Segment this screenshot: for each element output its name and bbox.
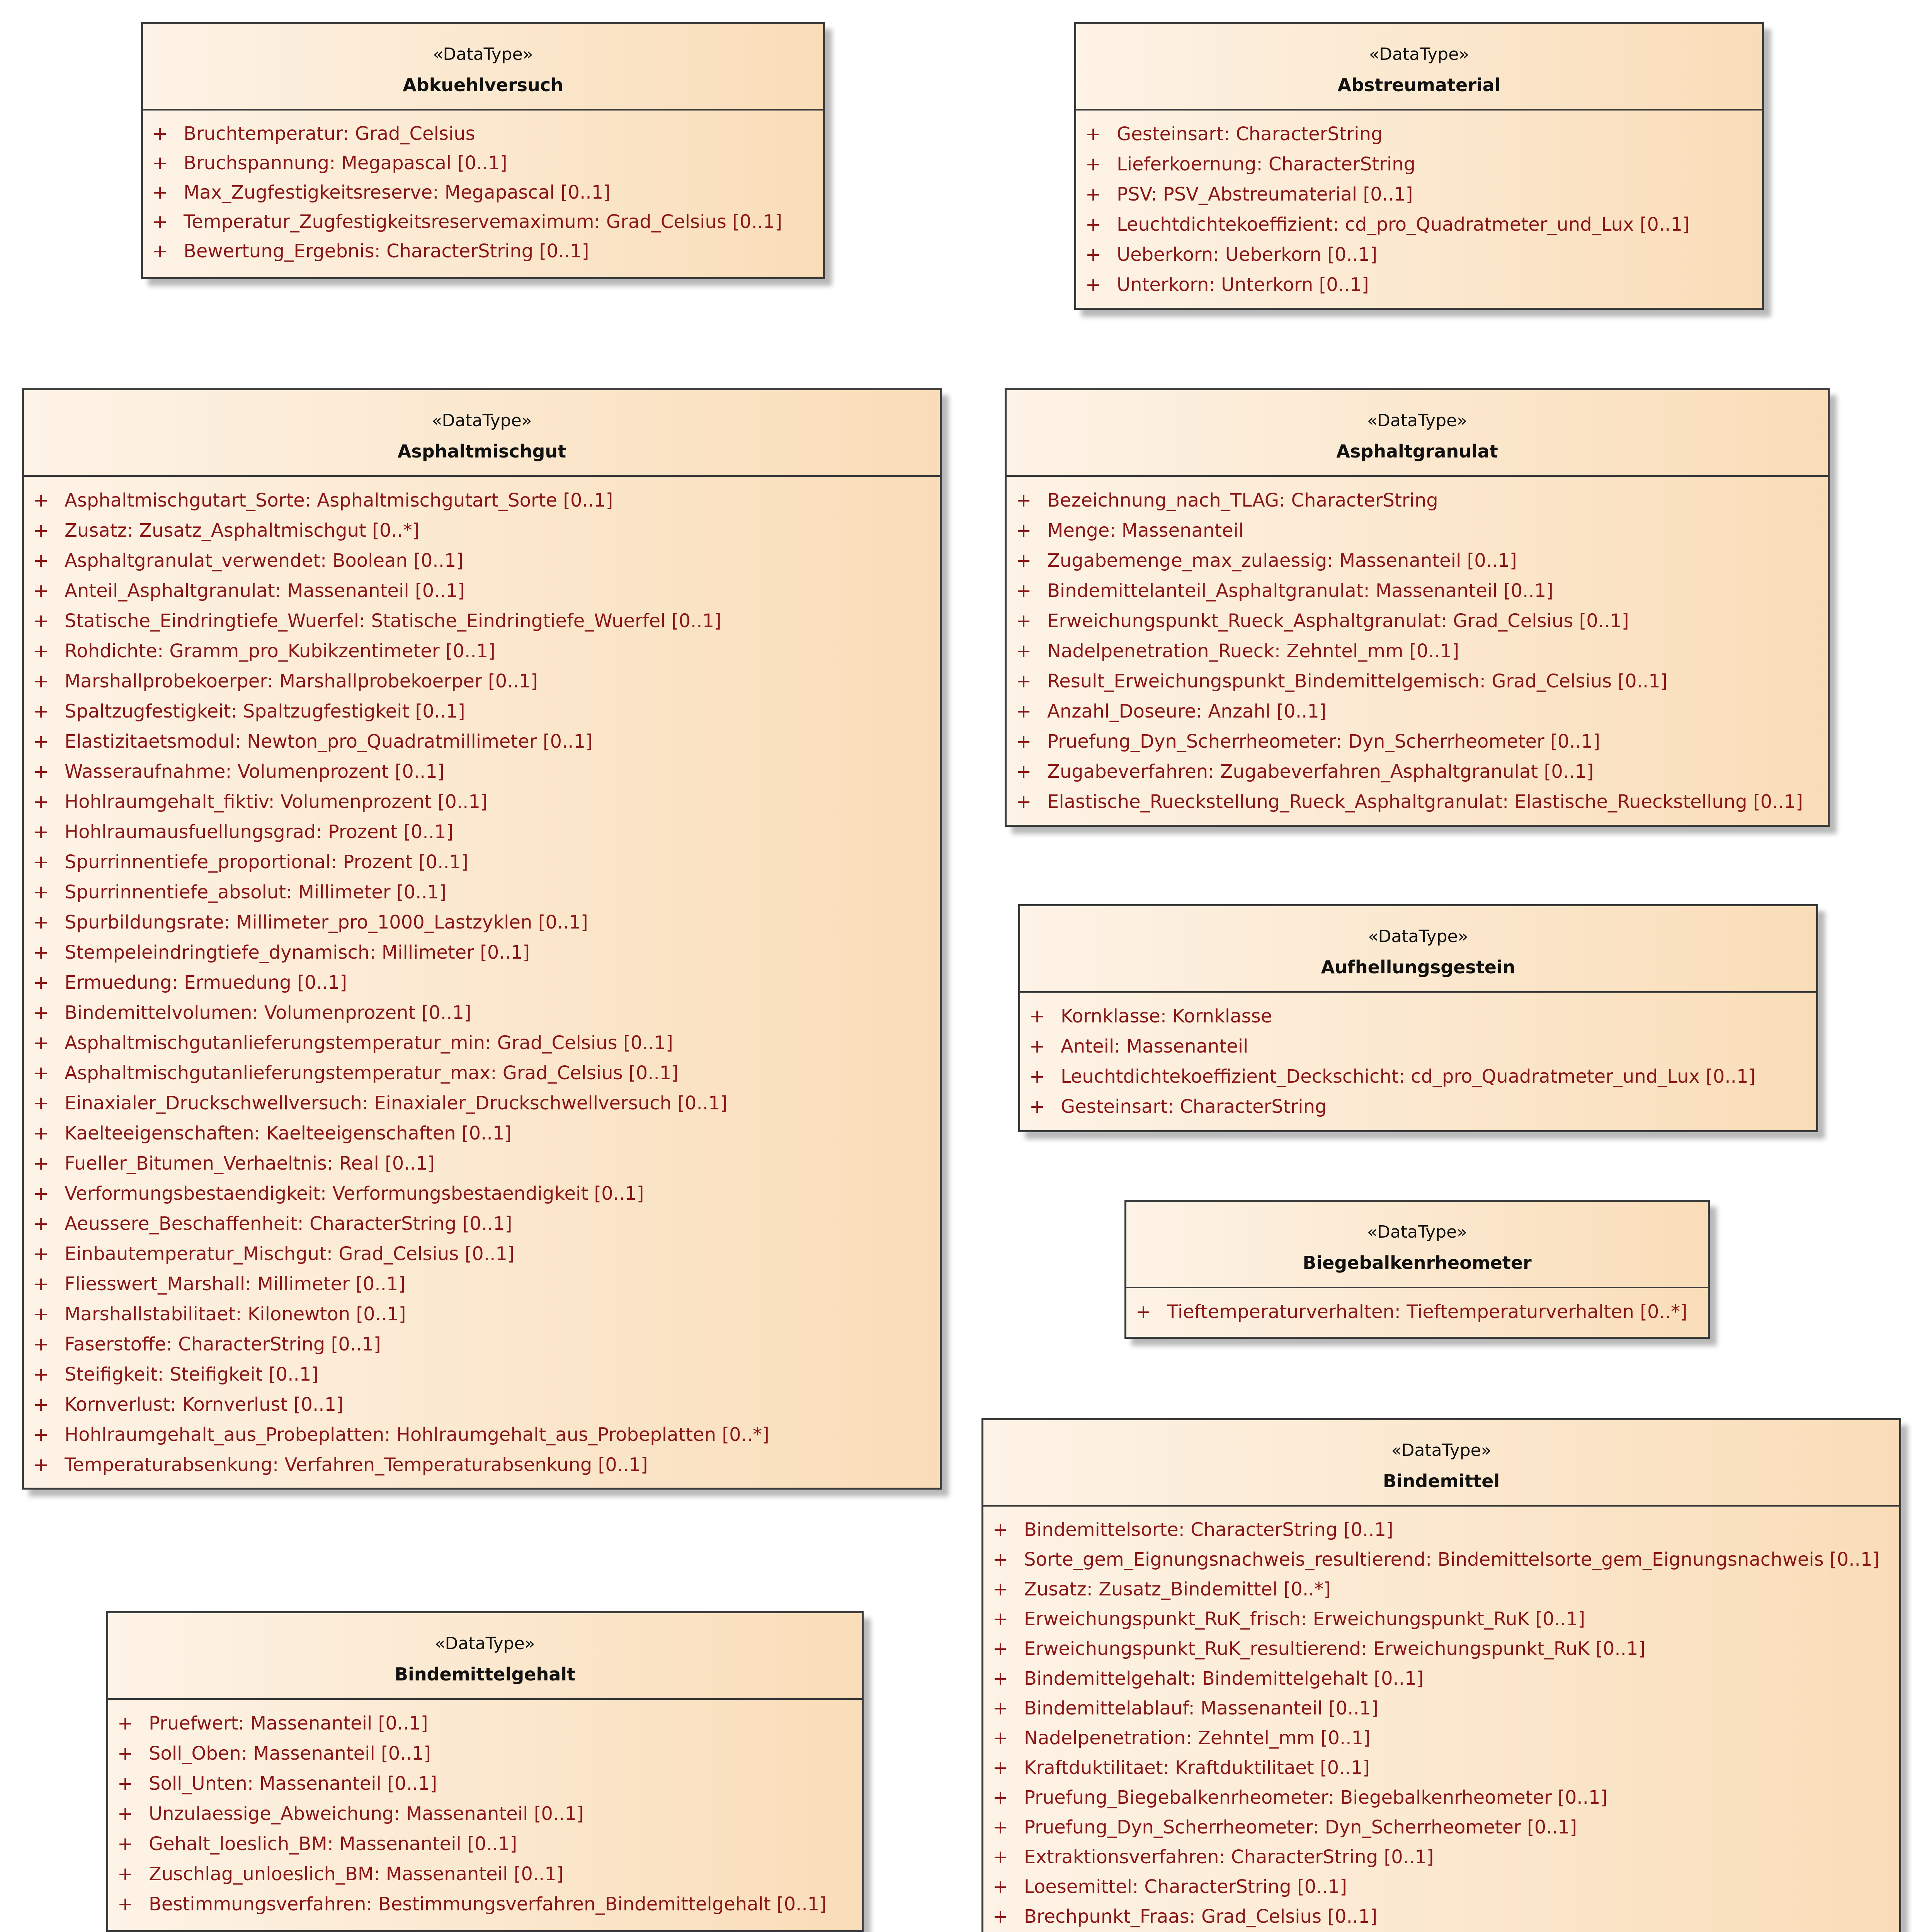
visibility-marker: + xyxy=(33,1273,49,1295)
visibility-marker: + xyxy=(1085,123,1101,145)
attribute-text: Unzulaessige_Abweichung: Massenanteil [0..1] xyxy=(149,1803,584,1825)
visibility-marker: + xyxy=(117,1713,133,1734)
attribute-text: Einaxialer_Druckschwellversuch: Einaxialer_Druckschwellversuch [0..1] xyxy=(65,1092,728,1114)
attribute-text: Asphaltmischgutanlieferungstemperatur_max: Grad_Celsius [0..1] xyxy=(65,1062,679,1084)
attribute-text: Unterkorn: Unterkorn [0..1] xyxy=(1117,274,1369,296)
class-name: Biegebalkenrheometer xyxy=(1303,1252,1532,1273)
attribute xyxy=(983,1723,1899,1753)
attribute xyxy=(24,485,940,515)
visibility-marker: + xyxy=(33,942,49,963)
attribute xyxy=(983,1694,1899,1723)
attribute-text: Bewertung_Ergebnis: CharacterString [0..1] xyxy=(184,240,589,262)
visibility-marker: + xyxy=(117,1863,133,1885)
attribute-list xyxy=(983,1507,1899,1932)
attribute xyxy=(24,666,940,696)
visibility-marker: + xyxy=(993,1846,1009,1868)
visibility-marker: + xyxy=(33,520,49,541)
attribute-text: Soll_Oben: Massenanteil [0..1] xyxy=(149,1743,431,1764)
visibility-marker: + xyxy=(33,640,49,662)
attribute xyxy=(24,1450,940,1480)
attribute xyxy=(24,968,940,998)
visibility-marker: + xyxy=(33,1213,49,1235)
stereotype-label: «DataType» xyxy=(432,411,532,430)
attribute xyxy=(143,207,823,236)
visibility-marker: + xyxy=(117,1833,133,1855)
attribute xyxy=(1007,546,1828,576)
attribute-text: Loesemittel: CharacterString [0..1] xyxy=(1024,1876,1347,1898)
visibility-marker: + xyxy=(1016,731,1032,752)
attribute xyxy=(1007,515,1828,546)
visibility-marker: + xyxy=(1016,670,1032,692)
attribute xyxy=(24,1420,940,1450)
attribute xyxy=(24,998,940,1028)
attribute xyxy=(24,576,940,606)
visibility-marker: + xyxy=(33,1032,49,1054)
attribute-list xyxy=(143,111,823,274)
visibility-marker: + xyxy=(1029,1066,1045,1087)
visibility-marker: + xyxy=(1029,1005,1045,1027)
visibility-marker: + xyxy=(33,1394,49,1415)
visibility-marker: + xyxy=(33,972,49,993)
visibility-marker: + xyxy=(33,490,49,511)
class-abkuehlversuch xyxy=(141,22,825,279)
stereotype-label: «DataType» xyxy=(435,1634,535,1653)
attribute xyxy=(1076,270,1762,300)
attribute xyxy=(24,636,940,666)
visibility-marker: + xyxy=(152,123,168,145)
attribute xyxy=(108,1889,862,1919)
visibility-marker: + xyxy=(1029,1096,1045,1117)
visibility-marker: + xyxy=(33,1153,49,1174)
visibility-marker: + xyxy=(33,1002,49,1024)
visibility-marker: + xyxy=(1016,701,1032,722)
visibility-marker: + xyxy=(33,580,49,602)
class-name: Aufhellungsgestein xyxy=(1321,957,1515,978)
visibility-marker: + xyxy=(33,821,49,843)
visibility-marker: + xyxy=(993,1608,1009,1630)
attribute-text: Bindemittelsorte: CharacterString [0..1] xyxy=(1024,1519,1393,1541)
attribute-text: Fliesswert_Marshall: Millimeter [0..1] xyxy=(65,1273,406,1295)
visibility-marker: + xyxy=(33,1364,49,1385)
attribute xyxy=(24,907,940,937)
visibility-marker: + xyxy=(1016,580,1032,602)
attribute xyxy=(1007,757,1828,787)
visibility-marker: + xyxy=(1085,244,1101,265)
visibility-marker: + xyxy=(993,1549,1009,1570)
class-name: Bindemittel xyxy=(1383,1471,1500,1492)
visibility-marker: + xyxy=(993,1668,1009,1689)
visibility-marker: + xyxy=(33,851,49,873)
attribute xyxy=(1007,726,1828,757)
attribute-text: Asphaltmischgutanlieferungstemperatur_min: Grad_Celsius [0..1] xyxy=(65,1032,673,1054)
visibility-marker: + xyxy=(152,240,168,262)
attribute-list xyxy=(1126,1288,1708,1335)
attribute-text: Bindemittelgehalt: Bindemittelgehalt [0..1] xyxy=(1024,1668,1424,1689)
attribute-text: Kaelteeigenschaften: Kaelteeigenschaften [0..1] xyxy=(65,1122,512,1144)
attribute xyxy=(983,1575,1899,1604)
attribute xyxy=(24,1299,940,1329)
attribute xyxy=(24,1148,940,1179)
attribute xyxy=(24,726,940,757)
class-header xyxy=(1076,24,1762,111)
attribute-text: Verformungsbestaendigkeit: Verformungsbestaendigkeit [0..1] xyxy=(65,1183,644,1204)
attribute xyxy=(1007,696,1828,726)
attribute xyxy=(983,1783,1899,1813)
attribute xyxy=(983,1664,1899,1694)
attribute xyxy=(143,178,823,207)
attribute-text: Wasseraufnahme: Volumenprozent [0..1] xyxy=(65,761,445,782)
class-name: Asphaltmischgut xyxy=(397,441,566,462)
attribute xyxy=(983,1753,1899,1783)
visibility-marker: + xyxy=(33,1333,49,1355)
visibility-marker: + xyxy=(993,1578,1009,1600)
attribute xyxy=(1020,1061,1816,1092)
attribute xyxy=(24,787,940,817)
visibility-marker: + xyxy=(152,211,168,233)
attribute xyxy=(24,1239,940,1269)
visibility-marker: + xyxy=(33,791,49,813)
attribute xyxy=(1076,149,1762,179)
attribute-text: Anteil: Massenanteil xyxy=(1061,1036,1248,1057)
visibility-marker: + xyxy=(33,1062,49,1084)
attribute xyxy=(1007,606,1828,636)
class-bindemittel xyxy=(981,1418,1901,1932)
visibility-marker: + xyxy=(33,1454,49,1476)
attribute-text: Tieftemperaturverhalten: Tieftemperaturverhalten [0..*] xyxy=(1167,1301,1687,1323)
visibility-marker: + xyxy=(152,152,168,174)
class-bindemittelgehalt xyxy=(106,1611,864,1932)
visibility-marker: + xyxy=(1016,640,1032,662)
attribute-text: Steifigkeit: Steifigkeit [0..1] xyxy=(65,1364,318,1385)
visibility-marker: + xyxy=(33,761,49,782)
stereotype-label: «DataType» xyxy=(1369,44,1470,64)
attribute-text: Gesteinsart: CharacterString xyxy=(1061,1096,1327,1117)
attribute-text: Menge: Massenanteil xyxy=(1047,520,1244,541)
visibility-marker: + xyxy=(1016,520,1032,541)
attribute xyxy=(983,1842,1899,1872)
attribute-text: Pruefwert: Massenanteil [0..1] xyxy=(149,1713,428,1734)
attribute-text: Extraktionsverfahren: CharacterString [0..1] xyxy=(1024,1846,1434,1868)
attribute-text: Hohlraumgehalt_aus_Probeplatten: Hohlraumgehalt_aus_Probeplatten [0..*] xyxy=(65,1424,769,1446)
attribute xyxy=(1076,209,1762,240)
class-asphaltmischgut xyxy=(22,388,942,1490)
attribute-text: Bruchtemperatur: Grad_Celsius xyxy=(184,123,475,145)
attribute xyxy=(108,1769,862,1799)
attribute xyxy=(24,847,940,877)
visibility-marker: + xyxy=(993,1816,1009,1838)
attribute-text: Zugabeverfahren: Zugabeverfahren_Asphaltgranulat [0..1] xyxy=(1047,761,1594,782)
attribute-text: PSV: PSV_Abstreumaterial [0..1] xyxy=(1117,184,1413,205)
attribute xyxy=(1007,576,1828,606)
class-name: Abstreumaterial xyxy=(1337,75,1501,95)
attribute-list xyxy=(1007,477,1828,825)
stereotype-label: «DataType» xyxy=(1368,927,1468,946)
class-header xyxy=(24,390,940,477)
visibility-marker: + xyxy=(993,1727,1009,1749)
attribute xyxy=(24,877,940,907)
attribute-text: Leuchtdichtekoeffizient_Deckschicht: cd_pro_Quadratmeter_und_Lux [0..1] xyxy=(1061,1066,1756,1087)
attribute-list xyxy=(108,1700,862,1927)
attribute-text: Temperaturabsenkung: Verfahren_Temperaturabsenkung [0..1] xyxy=(65,1454,648,1476)
visibility-marker: + xyxy=(33,731,49,752)
visibility-marker: + xyxy=(1085,214,1101,235)
visibility-marker: + xyxy=(993,1638,1009,1660)
attribute-text: Spurbildungsrate: Millimeter_pro_1000_Lastzyklen [0..1] xyxy=(65,912,588,933)
visibility-marker: + xyxy=(33,1424,49,1446)
visibility-marker: + xyxy=(117,1803,133,1825)
attribute xyxy=(983,1872,1899,1902)
class-header xyxy=(1126,1202,1708,1288)
attribute xyxy=(24,1209,940,1239)
class-header xyxy=(983,1420,1899,1507)
visibility-marker: + xyxy=(33,550,49,571)
visibility-marker: + xyxy=(993,1757,1009,1779)
attribute xyxy=(983,1545,1899,1575)
attribute-text: Einbautemperatur_Mischgut: Grad_Celsius [0..1] xyxy=(65,1243,515,1265)
attribute xyxy=(24,1179,940,1209)
attribute xyxy=(1007,485,1828,515)
visibility-marker: + xyxy=(1029,1036,1045,1057)
attribute xyxy=(24,546,940,576)
visibility-marker: + xyxy=(993,1697,1009,1719)
attribute-text: Marshallprobekoerper: Marshallprobekoerper [0..1] xyxy=(65,670,538,692)
attribute-text: Kornverlust: Kornverlust [0..1] xyxy=(65,1394,344,1415)
attribute-text: Spaltzugfestigkeit: Spaltzugfestigkeit [0..1] xyxy=(65,701,465,722)
class-header xyxy=(1007,390,1828,477)
attribute-text: Kraftduktilitaet: Kraftduktilitaet [0..1] xyxy=(1024,1757,1370,1779)
visibility-marker: + xyxy=(33,1183,49,1204)
visibility-marker: + xyxy=(1016,791,1032,813)
attribute xyxy=(1020,1001,1816,1031)
attribute xyxy=(1126,1297,1708,1327)
attribute-text: Stempeleindringtiefe_dynamisch: Millimeter [0..1] xyxy=(65,942,530,963)
attribute-text: Ermuedung: Ermuedung [0..1] xyxy=(65,972,347,993)
visibility-marker: + xyxy=(993,1906,1009,1927)
attribute xyxy=(1007,666,1828,696)
attribute xyxy=(24,1329,940,1359)
visibility-marker: + xyxy=(33,670,49,692)
attribute-text: Sorte_gem_Eignungsnachweis_resultierend: Bindemittelsorte_gem_Eignungsnachweis [0..1] xyxy=(1024,1549,1879,1570)
attribute-text: Zusatz: Zusatz_Bindemittel [0..*] xyxy=(1024,1578,1331,1600)
visibility-marker: + xyxy=(33,610,49,632)
attribute xyxy=(143,119,823,148)
attribute-text: Soll_Unten: Massenanteil [0..1] xyxy=(149,1773,437,1794)
visibility-marker: + xyxy=(152,182,168,203)
attribute xyxy=(24,757,940,787)
attribute-text: Pruefung_Dyn_Scherrheometer: Dyn_Scherrheometer [0..1] xyxy=(1047,731,1601,752)
attribute xyxy=(24,1028,940,1058)
attribute xyxy=(1020,1092,1816,1122)
attribute xyxy=(143,148,823,178)
attribute-text: Erweichungspunkt_RuK_resultierend: Erweichungspunkt_RuK [0..1] xyxy=(1024,1638,1646,1660)
attribute xyxy=(24,1359,940,1389)
attribute xyxy=(1007,636,1828,666)
attribute xyxy=(24,696,940,726)
attribute-list xyxy=(1020,993,1816,1129)
attribute xyxy=(24,1118,940,1148)
visibility-marker: + xyxy=(33,912,49,933)
attribute xyxy=(983,1902,1899,1932)
visibility-marker: + xyxy=(1136,1301,1151,1323)
attribute xyxy=(24,606,940,636)
attribute-text: Faserstoffe: CharacterString [0..1] xyxy=(65,1333,381,1355)
attribute-text: Elastische_Rueckstellung_Rueck_Asphaltgranulat: Elastische_Rueckstellung [0..1] xyxy=(1047,791,1803,813)
attribute-text: Bindemittelvolumen: Volumenprozent [0..1] xyxy=(65,1002,471,1024)
attribute-list xyxy=(1076,111,1762,308)
attribute xyxy=(108,1708,862,1738)
attribute-text: Statische_Eindringtiefe_Wuerfel: Statische_Eindringtiefe_Wuerfel [0..1] xyxy=(65,610,721,632)
visibility-marker: + xyxy=(117,1893,133,1915)
attribute xyxy=(24,1269,940,1299)
attribute xyxy=(1076,240,1762,270)
attribute-text: Bruchspannung: Megapascal [0..1] xyxy=(184,152,507,174)
attribute-text: Rohdichte: Gramm_pro_Kubikzentimeter [0..1] xyxy=(65,640,495,662)
visibility-marker: + xyxy=(33,1092,49,1114)
attribute xyxy=(24,1058,940,1088)
attribute-text: Kornklasse: Kornklasse xyxy=(1061,1005,1272,1027)
visibility-marker: + xyxy=(993,1519,1009,1541)
attribute-list xyxy=(24,477,940,1488)
attribute xyxy=(24,817,940,847)
attribute-text: Bindemittelanteil_Asphaltgranulat: Massenanteil [0..1] xyxy=(1047,580,1553,602)
stereotype-label: «DataType» xyxy=(1367,411,1468,430)
visibility-marker: + xyxy=(117,1743,133,1764)
attribute-text: Spurrinnentiefe_absolut: Millimeter [0..1] xyxy=(65,881,446,903)
attribute xyxy=(1076,119,1762,149)
visibility-marker: + xyxy=(33,1122,49,1144)
attribute xyxy=(24,937,940,968)
attribute-text: Erweichungspunkt_RuK_frisch: Erweichungspunkt_RuK [0..1] xyxy=(1024,1608,1585,1630)
attribute-text: Elastizitaetsmodul: Newton_pro_Quadratmillimeter [0..1] xyxy=(65,731,593,752)
attribute-text: Marshallstabilitaet: Kilonewton [0..1] xyxy=(65,1303,406,1325)
visibility-marker: + xyxy=(117,1773,133,1794)
attribute-text: Result_Erweichungspunkt_Bindemittelgemisch: Grad_Celsius [0..1] xyxy=(1047,670,1668,692)
stereotype-label: «DataType» xyxy=(433,44,533,64)
attribute-text: Bestimmungsverfahren: Bestimmungsverfahren_Bindemittelgehalt [0..1] xyxy=(149,1893,827,1915)
attribute-text: Asphaltmischgutart_Sorte: Asphaltmischgutart_Sorte [0..1] xyxy=(65,490,613,511)
attribute-text: Nadelpenetration_Rueck: Zehntel_mm [0..1] xyxy=(1047,640,1459,662)
attribute-text: Temperatur_Zugfestigkeitsreservemaximum: Grad_Celsius [0..1] xyxy=(184,211,782,233)
attribute-text: Gesteinsart: CharacterString xyxy=(1117,123,1383,145)
attribute xyxy=(983,1604,1899,1634)
attribute xyxy=(108,1829,862,1859)
visibility-marker: + xyxy=(993,1787,1009,1808)
attribute-text: Aeussere_Beschaffenheit: CharacterString [0..1] xyxy=(65,1213,512,1235)
attribute-text: Lieferkoernung: CharacterString xyxy=(1117,153,1416,175)
attribute-text: Zusatz: Zusatz_Asphaltmischgut [0..*] xyxy=(65,520,420,541)
stereotype-label: «DataType» xyxy=(1367,1222,1468,1242)
attribute-text: Hohlraumausfuellungsgrad: Prozent [0..1] xyxy=(65,821,454,843)
attribute-text: Hohlraumgehalt_fiktiv: Volumenprozent [0..1] xyxy=(65,791,488,813)
attribute xyxy=(24,1088,940,1118)
attribute xyxy=(143,236,823,266)
attribute xyxy=(108,1738,862,1769)
visibility-marker: + xyxy=(33,881,49,903)
class-header xyxy=(108,1613,862,1700)
visibility-marker: + xyxy=(1085,153,1101,175)
attribute-text: Fueller_Bitumen_Verhaeltnis: Real [0..1] xyxy=(65,1153,435,1174)
attribute xyxy=(1007,787,1828,817)
attribute-text: Spurrinnentiefe_proportional: Prozent [0..1] xyxy=(65,851,468,873)
visibility-marker: + xyxy=(1085,184,1101,205)
attribute xyxy=(983,1813,1899,1842)
visibility-marker: + xyxy=(1016,550,1032,571)
attribute xyxy=(24,515,940,546)
class-biegebalkenrheometer xyxy=(1124,1200,1710,1339)
attribute xyxy=(983,1634,1899,1664)
class-header xyxy=(143,24,823,111)
attribute-text: Ueberkorn: Ueberkorn [0..1] xyxy=(1117,244,1378,265)
attribute xyxy=(1076,179,1762,209)
attribute-text: Nadelpenetration: Zehntel_mm [0..1] xyxy=(1024,1727,1371,1749)
attribute xyxy=(24,1389,940,1420)
attribute-text: Asphaltgranulat_verwendet: Boolean [0..1] xyxy=(65,550,464,571)
attribute xyxy=(983,1515,1899,1545)
visibility-marker: + xyxy=(33,701,49,722)
class-name: Asphaltgranulat xyxy=(1336,441,1498,462)
attribute-text: Gehalt_loeslich_BM: Massenanteil [0..1] xyxy=(149,1833,517,1855)
attribute-text: Anteil_Asphaltgranulat: Massenanteil [0..1] xyxy=(65,580,465,602)
class-name: Abkuehlversuch xyxy=(403,75,563,95)
attribute-text: Anzahl_Doseure: Anzahl [0..1] xyxy=(1047,701,1327,722)
class-name: Bindemittelgehalt xyxy=(394,1664,576,1685)
visibility-marker: + xyxy=(33,1243,49,1265)
attribute-text: Leuchtdichtekoeffizient: cd_pro_Quadratmeter_und_Lux [0..1] xyxy=(1117,214,1690,235)
attribute xyxy=(108,1799,862,1829)
attribute-text: Pruefung_Biegebalkenrheometer: Biegebalkenrheometer [0..1] xyxy=(1024,1787,1608,1808)
visibility-marker: + xyxy=(1016,761,1032,782)
attribute-text: Zuschlag_unloeslich_BM: Massenanteil [0..1] xyxy=(149,1863,564,1885)
class-asphaltgranulat xyxy=(1005,388,1830,827)
visibility-marker: + xyxy=(1016,610,1032,632)
visibility-marker: + xyxy=(1016,490,1032,511)
attribute-text: Bindemittelablauf: Massenanteil [0..1] xyxy=(1024,1697,1378,1719)
class-aufhellungsgestein xyxy=(1018,904,1818,1132)
attribute-text: Bezeichnung_nach_TLAG: CharacterString xyxy=(1047,490,1438,511)
class-header xyxy=(1020,906,1816,993)
class-abstreumaterial xyxy=(1074,22,1764,310)
attribute-text: Zugabemenge_max_zulaessig: Massenanteil [0..1] xyxy=(1047,550,1517,571)
attribute-text: Pruefung_Dyn_Scherrheometer: Dyn_Scherrheometer [0..1] xyxy=(1024,1816,1577,1838)
attribute-text: Max_Zugfestigkeitsreserve: Megapascal [0..1] xyxy=(184,182,611,203)
visibility-marker: + xyxy=(993,1876,1009,1898)
visibility-marker: + xyxy=(1085,274,1101,296)
stereotype-label: «DataType» xyxy=(1391,1440,1492,1460)
attribute-text: Brechpunkt_Fraas: Grad_Celsius [0..1] xyxy=(1024,1906,1378,1927)
attribute xyxy=(1020,1031,1816,1061)
attribute xyxy=(108,1859,862,1889)
attribute-text: Erweichungspunkt_Rueck_Asphaltgranulat: Grad_Celsius [0..1] xyxy=(1047,610,1629,632)
visibility-marker: + xyxy=(33,1303,49,1325)
